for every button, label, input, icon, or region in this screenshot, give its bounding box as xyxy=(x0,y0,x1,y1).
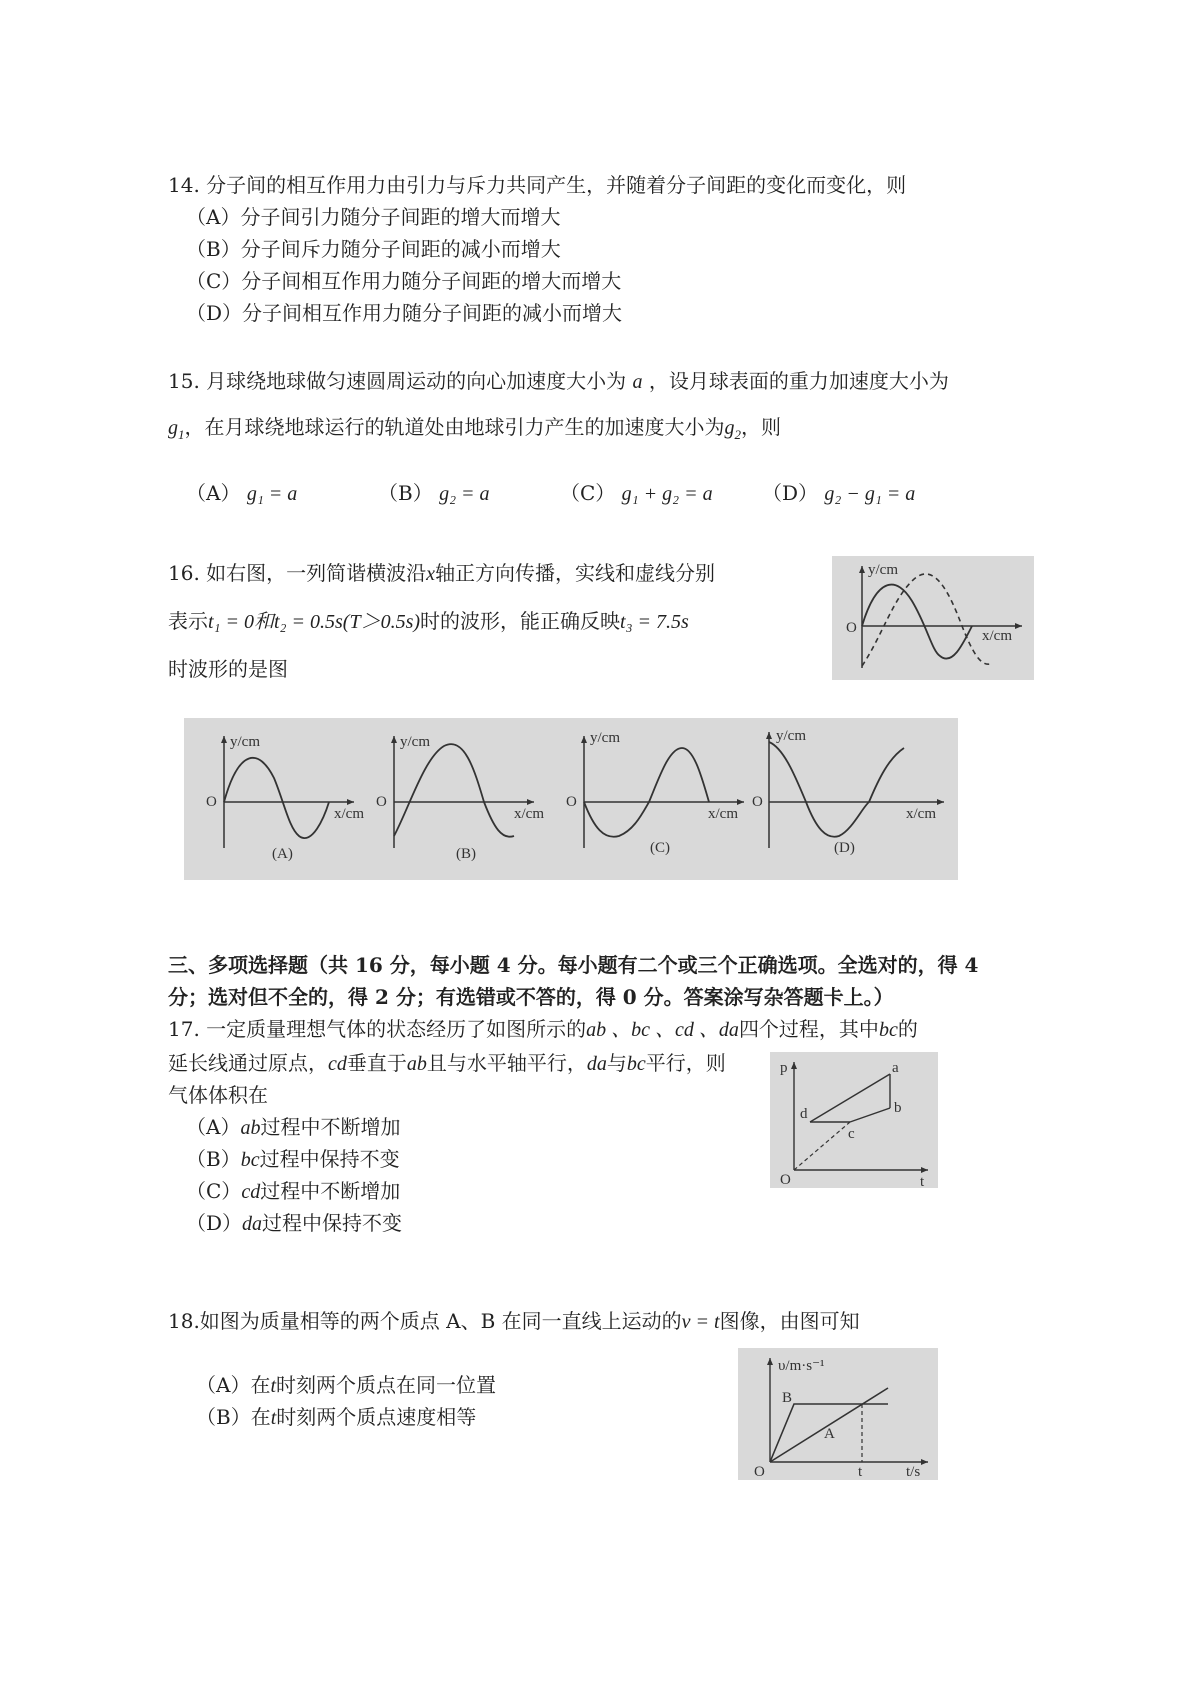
q18-v-label: υ/m·s⁻¹ xyxy=(778,1358,825,1374)
choice-c-caption: (C) xyxy=(650,840,670,856)
q15-stem-text: 15. 月球绕地球做匀速圆周运动的向心加速度大小为 xyxy=(168,369,627,393)
choice-b-origin: O xyxy=(376,794,387,810)
choice-c-graph xyxy=(566,730,744,856)
q18-option-b xyxy=(196,1404,476,1431)
q16-stem-2a: 表示 xyxy=(168,609,208,633)
q17-stem-line1 xyxy=(168,1016,918,1043)
q16-stem-2b: 时的波形，能正确反映 xyxy=(420,609,621,633)
q17-vars: ab 、bc 、cd 、da xyxy=(586,1019,739,1041)
q17-stem-2d: 与 xyxy=(606,1051,627,1075)
q17-stem-1a: 17. 一定质量理想气体的状态经历了如图所示的 xyxy=(168,1017,587,1041)
q17-option-c-label: （C） xyxy=(186,1179,242,1203)
q15-var-g1: g xyxy=(168,417,178,439)
q17-point-c: c xyxy=(848,1126,855,1142)
q17-option-d-text: 过程中保持不变 xyxy=(262,1211,403,1235)
q17-option-d-var: da xyxy=(242,1213,263,1235)
choice-a-origin: O xyxy=(206,794,217,810)
choice-d-origin: O xyxy=(752,794,763,810)
choice-b-x-label: x/cm xyxy=(514,806,544,822)
q16-main-x-label: x/cm xyxy=(982,628,1012,644)
q17-var-bc: bc xyxy=(878,1019,898,1041)
q15-option-c-expr: g₁ + g₂ = a xyxy=(621,483,713,505)
q18-label-b: B xyxy=(782,1390,793,1406)
q14-option-b: （B）分子间斥力随分子间距的减小而增大 xyxy=(186,237,561,261)
q16-stem-line3: 时波形的是图 xyxy=(168,657,288,681)
q16-stem-line1 xyxy=(168,560,715,587)
q18-stem-a: 18.如图为质量相等的两个质点 A、B 在同一直线上运动的 xyxy=(168,1309,682,1333)
q18-figure xyxy=(738,1348,938,1480)
choice-c-x-label: x/cm xyxy=(708,806,738,822)
choice-c-y-label: y/cm xyxy=(590,730,620,746)
q17-option-d-label: （D） xyxy=(186,1211,243,1235)
q15-stem2-tail: ，则 xyxy=(741,415,781,439)
q15-var-g1-sub: 1 xyxy=(178,427,185,442)
q15-stem2-text: ，在月球绕地球运行的轨道处由地球引力产生的加速度大小为 xyxy=(184,415,725,439)
q16-var-x: x xyxy=(426,563,436,585)
q17-option-b xyxy=(186,1146,400,1173)
q18-option-b-var: t xyxy=(270,1407,277,1429)
section3-heading-line2: 分；选对但不全的，得 2 分；有选错或不答的，得 0 分。答案涂写杂答题卡上。） xyxy=(168,985,894,1009)
choice-b-graph xyxy=(376,734,544,862)
q17-stem-2e: 平行，则 xyxy=(645,1051,726,1075)
q18-label-a: A xyxy=(824,1426,835,1442)
solid-wave xyxy=(862,585,972,659)
q17-option-b-var: bc xyxy=(240,1149,260,1171)
q17-stem-1c: 的 xyxy=(897,1017,918,1041)
q16-choices-svg xyxy=(184,718,958,880)
q16-choices-figure xyxy=(184,718,958,880)
q14-stem: 14. 分子间的相互作用力由引力与斥力共同产生，并随着分子间距的变化而变化，则 xyxy=(168,173,907,197)
q17-stem-1b: 四个过程，其中 xyxy=(738,1017,879,1041)
choice-b-y-label: y/cm xyxy=(400,734,430,750)
q14-option-d: （D）分子间相互作用力随分子间距的减小而增大 xyxy=(186,301,623,325)
choice-c-origin: O xyxy=(566,794,577,810)
q15-option-d-expr: g₂ − g₁ = a xyxy=(824,483,916,505)
q16-stem-line2 xyxy=(168,608,689,635)
q18-option-a-text: 时刻两个质点在同一位置 xyxy=(276,1373,497,1397)
q17-stem-2c: 且与水平轴平行， xyxy=(426,1051,587,1075)
x-axis-arrow xyxy=(1015,623,1022,629)
q17-option-c xyxy=(186,1178,400,1205)
q15-option-d xyxy=(762,480,915,507)
q15-stem-tail: ，设月球表面的重力加速度大小为 xyxy=(648,369,949,393)
q15-var-a: a xyxy=(632,371,643,393)
q17-option-a-var: ab xyxy=(240,1117,261,1139)
q17-point-a: a xyxy=(892,1060,899,1076)
q15-option-b-label: （B） xyxy=(378,481,433,505)
q17-option-b-text: 过程中保持不变 xyxy=(259,1147,400,1171)
q16-stem-1b: 轴正方向传播，实线和虚线分别 xyxy=(435,561,716,585)
q18-expr-vt: v = t xyxy=(681,1311,720,1333)
q18-option-a-label: （A）在 xyxy=(196,1373,271,1397)
q17-option-b-label: （B） xyxy=(186,1147,241,1171)
q17-stem-line2 xyxy=(168,1050,726,1077)
q17-option-a-label: （A） xyxy=(186,1115,241,1139)
q15-option-a-label: （A） xyxy=(186,481,241,505)
choice-a-y-label: y/cm xyxy=(230,734,260,750)
q14-option-c: （C）分子间相互作用力随分子间距的增大而增大 xyxy=(186,269,622,293)
q15-option-a xyxy=(186,480,297,507)
q17-var-da: da xyxy=(586,1053,607,1075)
q18-stem-b: 图像，由图可知 xyxy=(719,1309,860,1333)
q18-option-b-label: （B）在 xyxy=(196,1405,271,1429)
q17-option-d xyxy=(186,1210,402,1237)
choice-d-y-label: y/cm xyxy=(776,728,806,744)
q14-option-a: （A）分子间引力随分子间距的增大而增大 xyxy=(186,205,561,229)
q18-t-tick: t xyxy=(858,1464,863,1480)
q17-option-a-text: 过程中不断增加 xyxy=(260,1115,401,1139)
choice-a-x-label: x/cm xyxy=(334,806,364,822)
q17-var-ab: ab xyxy=(406,1053,427,1075)
section3-heading-line1: 三、多项选择题（共 16 分，每小题 4 分。每小题有二个或三个正确选项。全选对的，得 4 xyxy=(168,953,979,977)
q15-var-g2: g xyxy=(724,417,735,439)
q15-option-b xyxy=(378,480,490,507)
q15-stem-line2 xyxy=(168,414,781,448)
q18-option-a-var: t xyxy=(270,1375,277,1397)
q18-origin: O xyxy=(754,1464,765,1480)
segment-bc xyxy=(850,1108,890,1122)
choice-a-caption: (A) xyxy=(272,846,293,862)
q17-stem-2b: 垂直于 xyxy=(346,1051,407,1075)
q17-figure xyxy=(770,1052,938,1188)
choice-d-caption: (D) xyxy=(834,840,855,856)
q17-p-label: p xyxy=(780,1060,788,1076)
q15-option-b-expr: g₂ = a xyxy=(439,483,490,505)
q16-main-figure-svg xyxy=(832,556,1034,680)
q16-main-y-label: y/cm xyxy=(868,562,898,578)
q17-point-d: d xyxy=(800,1106,808,1122)
q17-option-a xyxy=(186,1114,400,1141)
y-axis-arrow xyxy=(859,566,865,573)
q16-main-figure xyxy=(832,556,1034,680)
q15-option-c-label: （C） xyxy=(560,481,616,505)
bc-extension xyxy=(794,1122,850,1170)
q17-option-c-text: 过程中不断增加 xyxy=(260,1179,401,1203)
q17-stem-line3: 气体体积在 xyxy=(168,1083,268,1107)
q16-expr-t1t2: t₁ = 0和t₂ = 0.5s(T＞0.5s) xyxy=(208,611,421,633)
choice-d-x-label: x/cm xyxy=(906,806,936,822)
q17-var-cd: cd xyxy=(328,1053,347,1075)
q16-main-origin: O xyxy=(846,620,857,636)
q15-option-c xyxy=(560,480,713,507)
q15-option-a-expr: g₁ = a xyxy=(246,483,298,505)
q17-figure-svg xyxy=(770,1052,938,1188)
q17-origin: O xyxy=(780,1172,791,1188)
q17-var-bc2: bc xyxy=(626,1053,646,1075)
q18-t-axis-label: t/s xyxy=(906,1464,921,1480)
segment-da-to-ab xyxy=(810,1074,890,1122)
q18-figure-svg xyxy=(738,1348,938,1480)
q17-stem-2a: 延长线通过原点， xyxy=(168,1051,328,1075)
q16-expr-t3: t₃ = 7.5s xyxy=(620,611,689,633)
q17-point-b: b xyxy=(894,1100,902,1116)
choice-a-graph xyxy=(206,734,364,862)
q18-option-b-text: 时刻两个质点速度相等 xyxy=(276,1405,477,1429)
q15-stem-line1 xyxy=(168,368,949,395)
q17-option-c-var: cd xyxy=(241,1181,261,1203)
q16-stem-1a: 16. 如右图，一列简谐横波沿 xyxy=(168,561,427,585)
q17-t-label: t xyxy=(920,1174,925,1188)
q15-var-g2-sub: 2 xyxy=(734,427,741,442)
q18-option-a xyxy=(196,1372,496,1399)
q18-stem xyxy=(168,1308,860,1335)
choice-d-graph xyxy=(752,728,944,856)
q15-option-d-label: （D） xyxy=(762,481,819,505)
choice-b-caption: (B) xyxy=(456,846,476,862)
